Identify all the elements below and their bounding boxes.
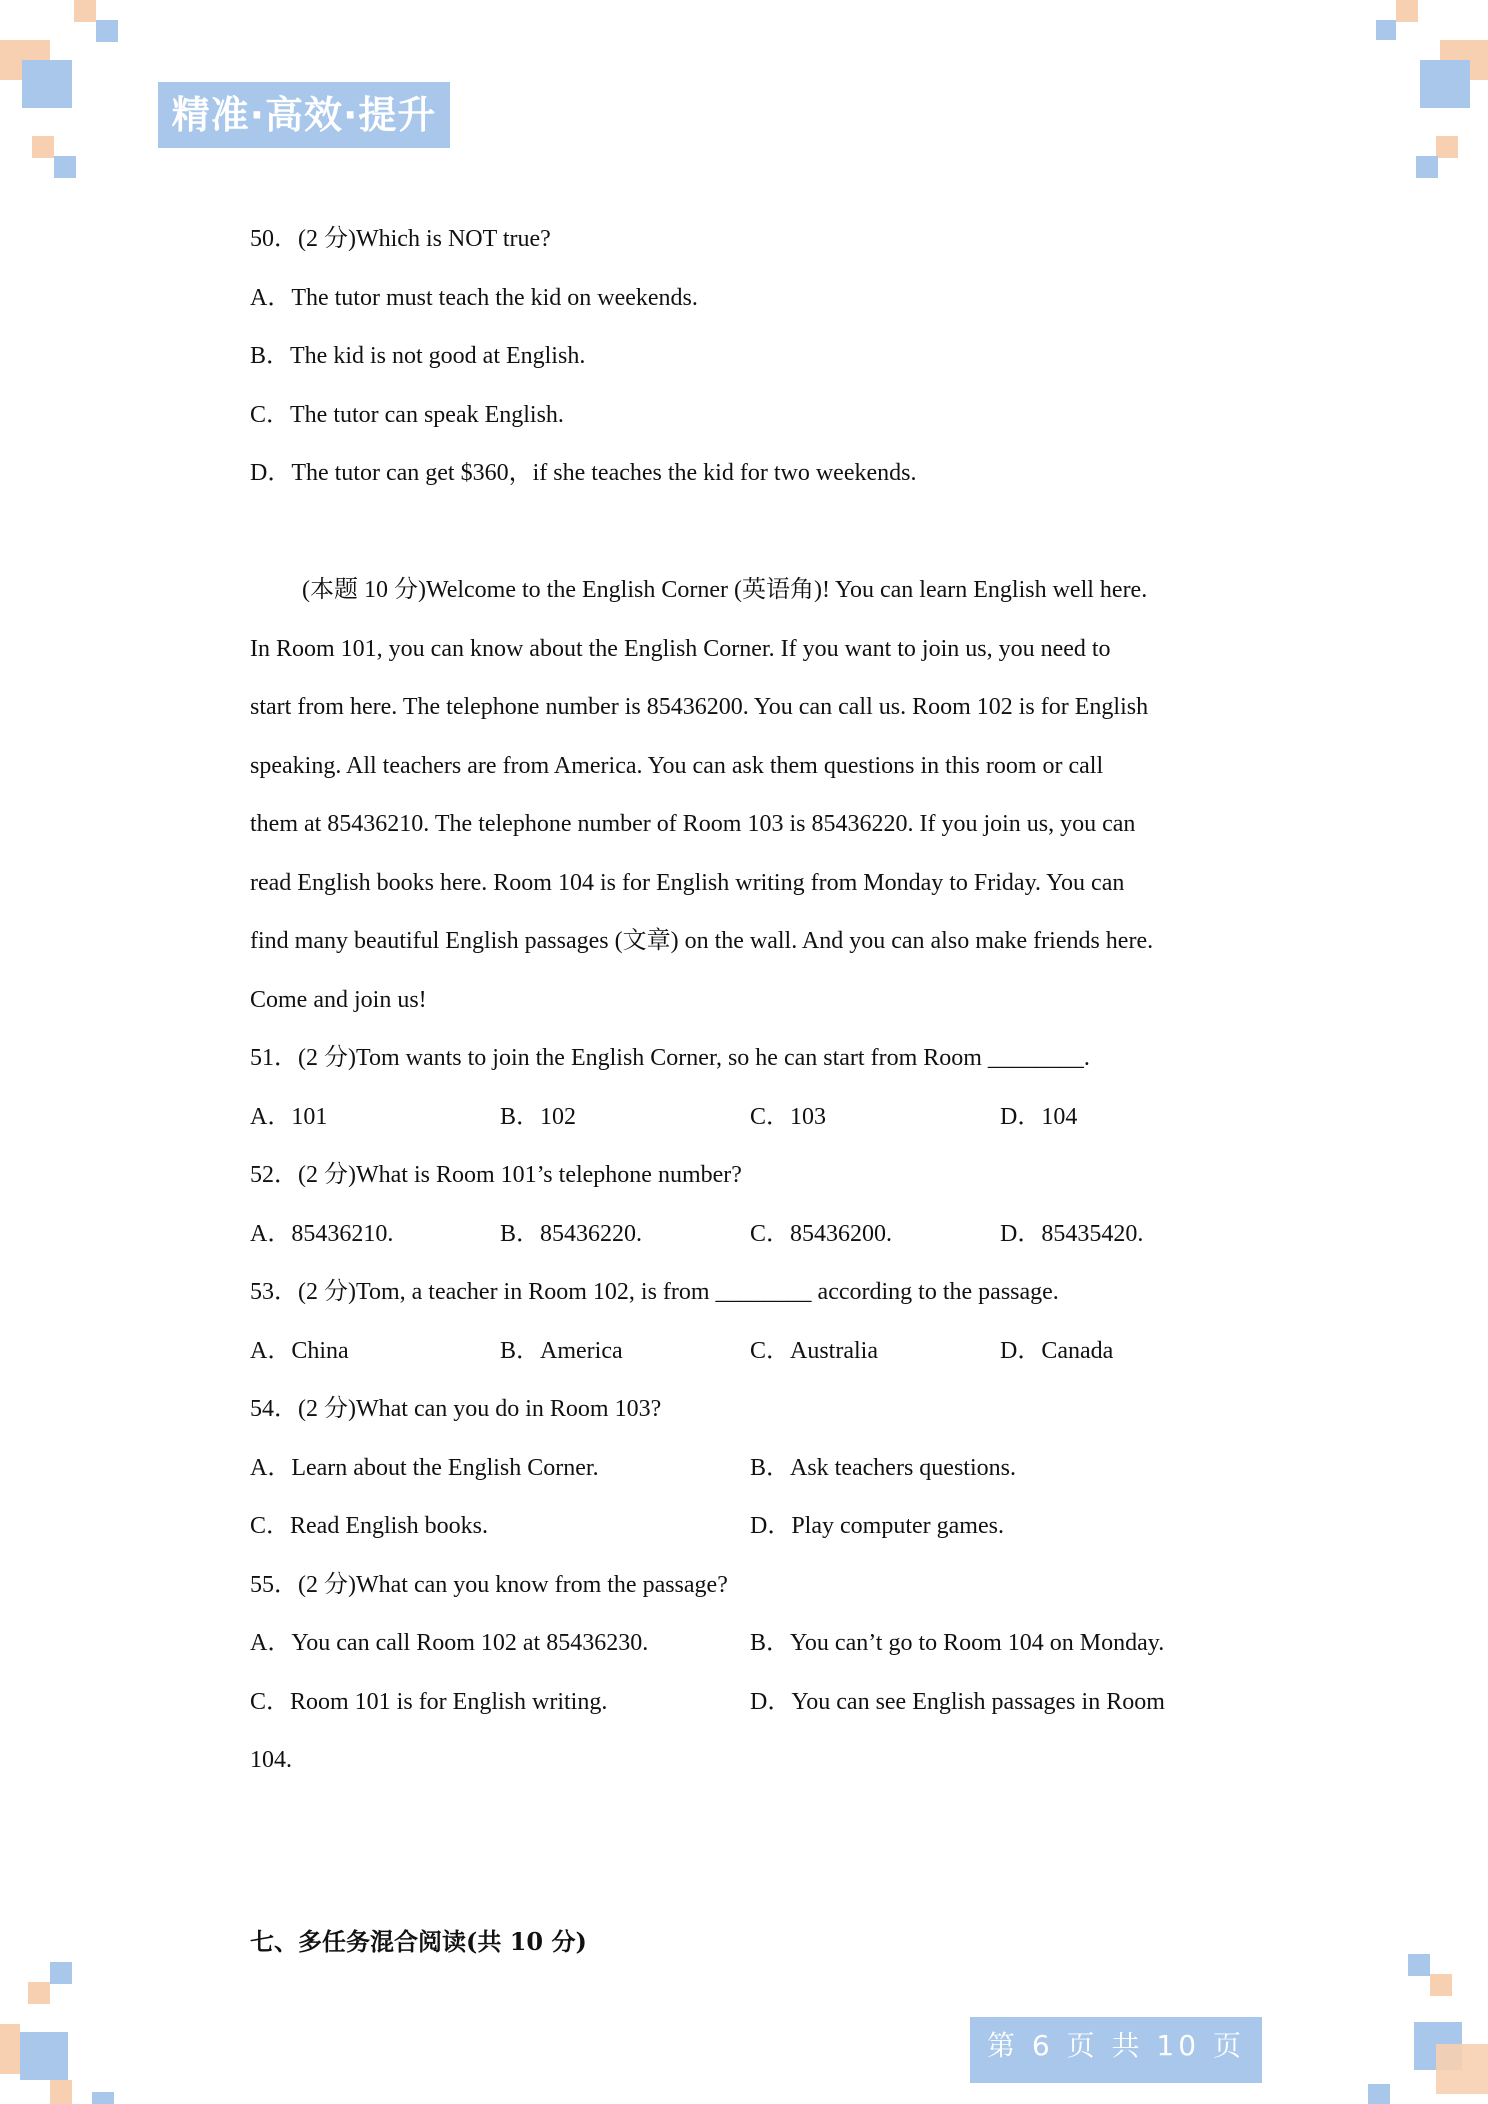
question-55-option-b: B．You can’t go to Room 104 on Monday. (750, 1630, 1165, 1656)
document-body (250, 210, 1250, 1790)
question-55-options-row1 (250, 1614, 1250, 1673)
question-51-option-c: C．103 (750, 1103, 827, 1130)
question-54-option-a: A．Learn about the English Corner. (250, 1454, 599, 1481)
question-52-option-a: A．85436210. (250, 1220, 394, 1247)
question-53-stem: 53．(2 分)Tom, a teacher in Room 102, is from ________ according to the passage. (250, 1279, 1059, 1305)
question-53-option-b: B．America (500, 1337, 623, 1364)
question-55-option-d-continued: 104. (250, 1747, 292, 1773)
section-heading: 七、多任务混合阅读(共 10 分) (250, 1927, 587, 1956)
question-52-options (250, 1205, 1250, 1264)
decor-square (20, 2032, 68, 2080)
decor-square (1436, 136, 1458, 158)
decor-square (50, 1962, 72, 1984)
question-55-option-d: D．You can see English passages in Room (750, 1688, 1165, 1715)
decor-square (1416, 156, 1438, 178)
passage-line: (本题 10 分)Welcome to the English Corner (英语角)! You can learn English well here. (302, 577, 1148, 603)
question-53-options (250, 1322, 1250, 1381)
decor-square (22, 60, 72, 108)
question-50-stem: 50．(2 分)Which is NOT true? (250, 226, 551, 252)
decor-square (32, 136, 54, 158)
question-55-option-a: A．You can call Room 102 at 85436230. (250, 1630, 649, 1656)
question-51-stem: 51．(2 分)Tom wants to join the English Corner, so he can start from Room ________. (250, 1045, 1090, 1071)
question-50-option-b: B．The kid is not good at English. (250, 343, 586, 369)
question-52-option-d: D．85435420. (1000, 1220, 1144, 1247)
passage-line: Come and join us! (250, 986, 427, 1013)
question-52-stem: 52．(2 分)What is Room 101’s telephone number? (250, 1162, 742, 1188)
page-number-footer: 第 6 页 共 10 页 (970, 2017, 1262, 2083)
question-52-option-b: B．85436220. (500, 1220, 643, 1247)
decor-square (1376, 20, 1396, 40)
decor-square (92, 2092, 114, 2104)
question-54-option-c: C．Read English books. (250, 1513, 488, 1539)
question-55-options-row2 (250, 1673, 1250, 1732)
question-50-option-d: D．The tutor can get $360，if she teaches the kid for two weekends. (250, 460, 917, 486)
decor-square (96, 20, 118, 42)
question-54-options-row1 (250, 1439, 1250, 1498)
decor-square (1408, 1954, 1430, 1976)
passage-line: them at 85436210. The telephone number of Room 103 is 85436220. If you join us, you can (250, 811, 1136, 837)
question-53-option-a: A．China (250, 1337, 349, 1364)
question-51-option-a: A．101 (250, 1103, 328, 1130)
brand-banner: 精准·高效·提升 (158, 82, 450, 148)
passage-line: speaking. All teachers are from America. You can ask them questions in this room or call (250, 752, 1104, 779)
passage-line: find many beautiful English passages (文章) on the wall. And you can also make friends here. (250, 928, 1154, 954)
decor-square (28, 1982, 50, 2004)
question-54-option-d: D．Play computer games. (750, 1513, 1004, 1539)
question-55-stem: 55．(2 分)What can you know from the passage? (250, 1571, 728, 1598)
passage-line: In Room 101, you can know about the English Corner. If you want to join us, you need to (250, 635, 1111, 662)
decor-square (0, 2024, 20, 2074)
decor-square (50, 2080, 72, 2104)
decor-square (54, 156, 76, 178)
question-50-option-a: A．The tutor must teach the kid on weekends. (250, 284, 698, 311)
question-51-option-d: D．104 (1000, 1103, 1078, 1130)
decor-square (1436, 2044, 1488, 2094)
decor-square (1420, 60, 1470, 108)
question-53-option-d: D．Canada (1000, 1337, 1114, 1364)
question-51-option-b: B．102 (500, 1103, 577, 1130)
decor-square (1368, 2084, 1390, 2104)
decor-square (1430, 1974, 1452, 1996)
passage-line: start from here. The telephone number is 85436200. You can call us. Room 102 is for English (250, 694, 1149, 720)
question-51-options (250, 1088, 1250, 1147)
question-52-option-c: C．85436200. (750, 1220, 893, 1247)
question-50-option-c: C．The tutor can speak English. (250, 401, 564, 428)
question-54-stem: 54．(2 分)What can you do in Room 103? (250, 1396, 662, 1422)
decor-square (1396, 0, 1418, 22)
decor-square (74, 0, 96, 22)
spacer (250, 503, 1250, 562)
question-54-options-row2 (250, 1497, 1250, 1556)
question-55-option-c: C．Room 101 is for English writing. (250, 1688, 608, 1715)
passage-line: read English books here. Room 104 is for English writing from Monday to Friday. You can (250, 869, 1125, 896)
question-53-option-c: C．Australia (750, 1337, 878, 1364)
question-54-option-b: B．Ask teachers questions. (750, 1454, 1016, 1481)
